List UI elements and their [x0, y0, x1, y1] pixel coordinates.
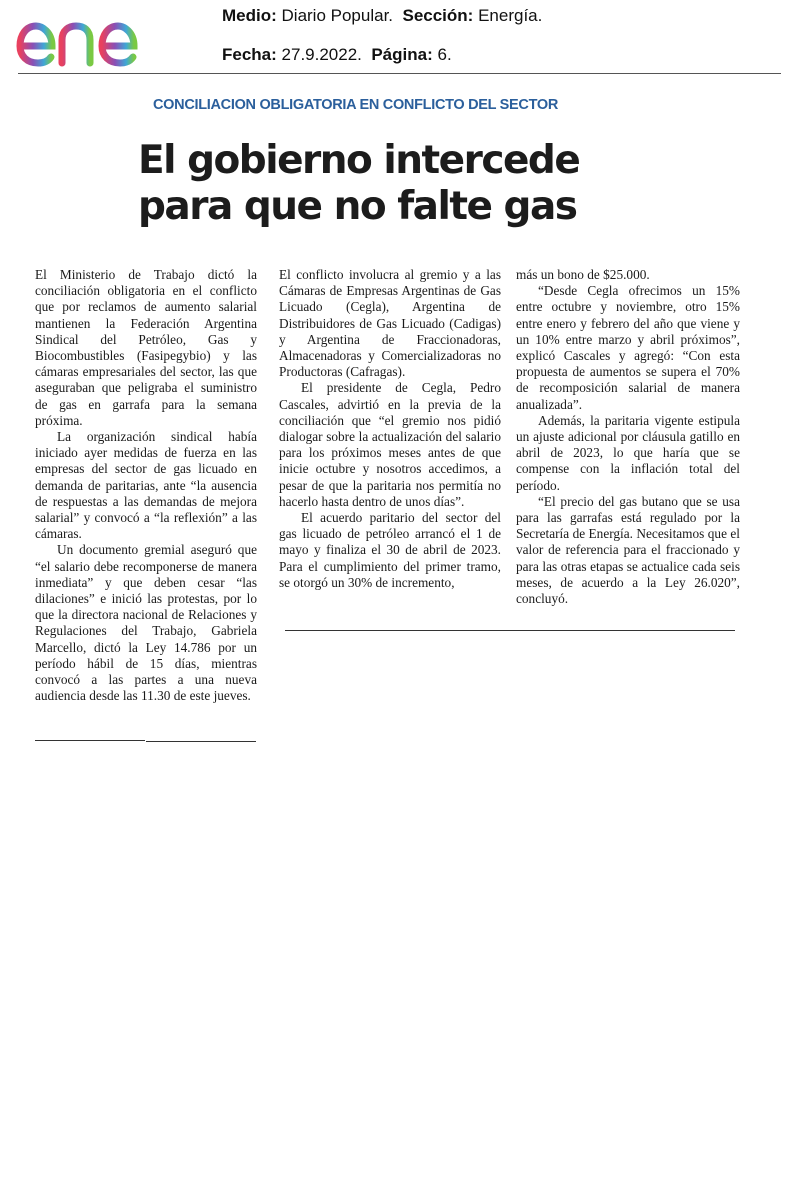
paragraph: La organización sindical había iniciado ayer medidas de fuerza en las empresas del sector de gas licuado en demanda de paritarias, ante “la ausencia de respuestas a las demandas de mejora salarial” y convocó a “la reflexión” a las cámaras. — [35, 429, 257, 542]
paragraph: Un documento gremial aseguró que “el salario debe recomponerse de manera inmediata” y que deben cesar “las dilaciones” e inició las protestas, por lo que la directora nacional de Relaciones y Regulaciones del Trabajo, Gabriela Marcello, dictó la Ley 14.786 por un período hábil de 15 días, mientras convocó a las partes a una nueva audiencia desde las 11.30 de este jueves. — [35, 542, 257, 704]
article-column-3 — [516, 267, 740, 607]
paragraph: El Ministerio de Trabajo dictó la conciliación obligatoria en el conflicto que por reclamos de aumento salarial mantienen la Federación Argentina Sindical del Petróleo, Gas y Biocombustibles (Fasipegybio) y las cámaras empresariales del sector, las que aseguraban que peligraba el suministro de gas en garrafa para la semana próxima. — [35, 267, 257, 428]
article-column-2 — [279, 267, 501, 591]
source-line: Medio: Diario Popular. Sección: Energía. — [222, 6, 543, 25]
article-end-rule — [285, 630, 735, 631]
paragraph: más un bono de $25.000. — [516, 267, 650, 282]
clipping-header — [0, 0, 800, 76]
paragraph: Además, la paritaria vigente estipula un ajuste adicional por cláusula gatillo en abril de 2023, lo que haría que se compense con la inflación total del período. — [516, 412, 740, 493]
paragraph: El acuerdo paritario del sector del gas licuado de petróleo arrancó el 1 de mayo y finaliza el 30 de abril de 2023. Para el cumplimiento del primer tramo, se otorgó un 30% de incremento, — [279, 510, 501, 590]
paragraph: El presidente de Cegla, Pedro Cascales, advirtió en la previa de la conciliación que “el gremio nos pidió dialogar sobre la actualización del salario para los próximos meses antes de que inicie octubre y nosotros accedimos, a pesar de que la paritaria nos permitía no hacerlo hasta dentro de unos días”. — [279, 380, 501, 509]
article-column-1 — [35, 267, 257, 704]
paragraph: El conflicto involucra al gremio y a las Cámaras de Empresas Argentinas de Gas Licuado (Cegla), Argentina de Distribuidores de Gas Licuado (Cadigas) y Argentina de Fraccionadoras, Almacenadoras y Comercializadoras no Productoras (Cafragas). — [279, 267, 501, 380]
date-line: Fecha: 27.9.2022. Página: 6. — [222, 45, 452, 64]
column-end-rule — [35, 740, 145, 741]
enel-logo — [14, 8, 174, 68]
header-divider — [18, 73, 781, 74]
paragraph: “El precio del gas butano que se usa para las garrafas está regulado por la Secretaría de Energía. Necesitamos que el valor de referencia para el fraccionado y para las otras etapas se actualice cada seis meses, de acuerdo a la Ley 26.020”, concluyó. — [516, 493, 740, 607]
article-kicker: CONCILIACION OBLIGATORIA EN CONFLICTO DEL SECTOR — [153, 97, 559, 113]
article-headline: El gobierno intercede para que no falte gas — [138, 138, 580, 229]
pagina-value: 6. — [437, 45, 452, 64]
seccion-value: Energía. — [478, 6, 543, 25]
medio-value: Diario Popular. — [281, 6, 394, 25]
paragraph: “Desde Cegla ofrecimos un 15% entre octubre y noviembre, otro 15% entre enero y febrero del año que viene y un 10% entre marzo y abril próximos”, explicó Cascales y agregó: “Con esta propuesta de aumentos se supera el 70% de recomposición salarial de manera anualizada”. — [516, 283, 740, 412]
fecha-value: 27.9.2022. — [281, 45, 362, 64]
column-end-rule — [146, 741, 256, 742]
